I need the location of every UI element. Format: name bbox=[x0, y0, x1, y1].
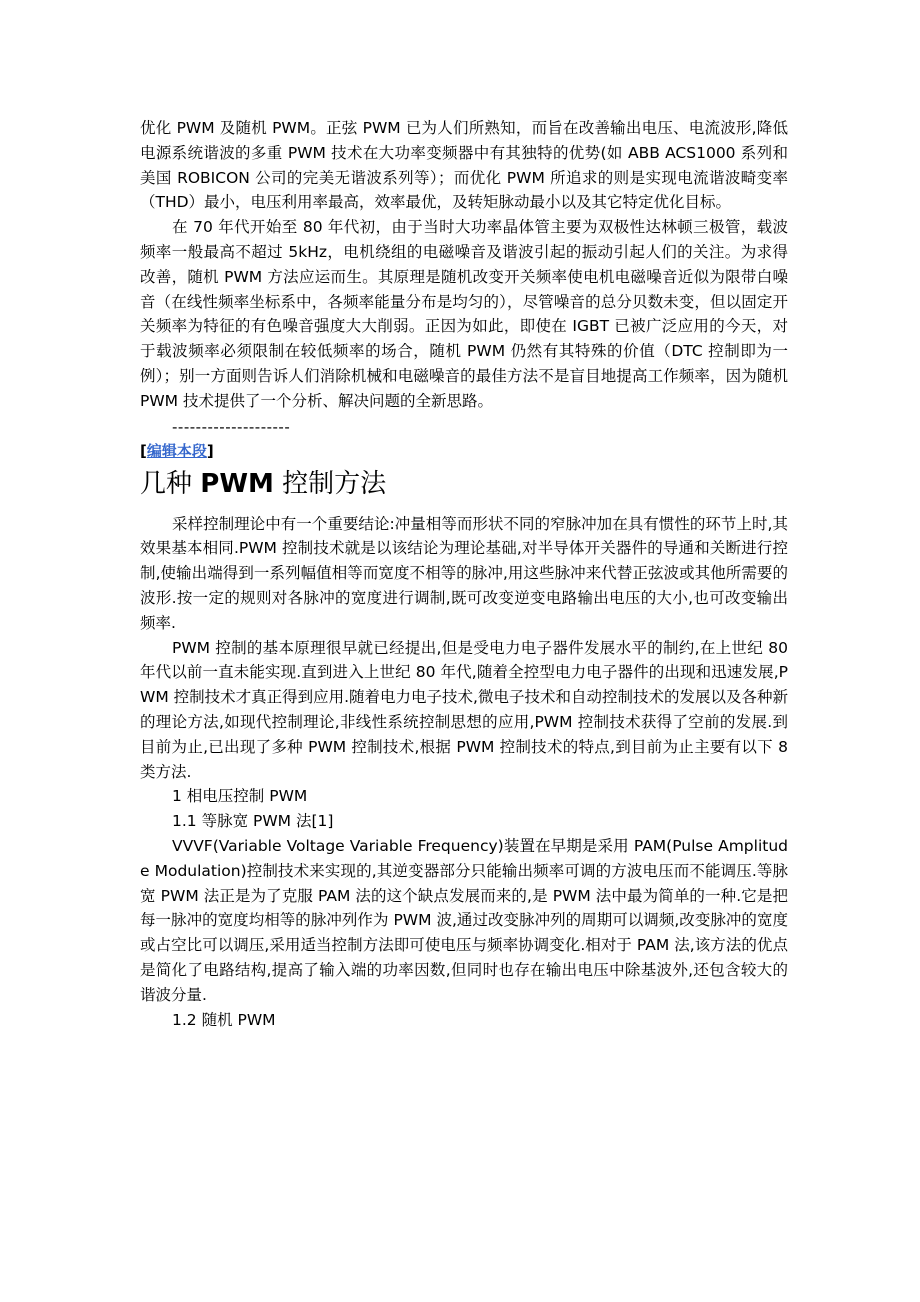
paragraph-sampling-theory: 采样控制理论中有一个重要结论:冲量相等而形状不同的窄脉冲加在具有惯性的环节上时,其效果基本相同.PWM 控制技术就是以该结论为理论基础,对半导体开关器件的导通和关断进行控制,使输出端得到一系列幅值相等而宽度不相等的脉冲,用这些脉冲来代替正弦波或其他所需要的波形.按一定的规则对各脉冲的宽度进行调制,既可改变逆变电路输出电压的大小,也可改变输出频率. bbox=[140, 514, 788, 632]
edit-bracket-close: ] bbox=[206, 441, 214, 460]
subsection-equal-pulse-width: 1.1 等脉宽 PWM 法[1] bbox=[172, 812, 334, 831]
subsection-random-pwm: 1.2 随机 PWM bbox=[172, 1010, 276, 1029]
paragraph-pwm-principle: PWM 控制的基本原理很早就已经提出,但是受电力电子器件发展水平的制约,在上世纪 80 年代以前一直未能实现.直到进入上世纪 80 年代,随着全控型电力电子器件的出现和迅速发展,PWM 控制技术才真正得到应用.随着电力电子技术,微电子技术和自动控制技术的发展以及各种新的理论方法,如现代控制理论,非线性系统控制思想的应用,PWM 控制技术获得了空前的发展.到目前为止,已出现了多种 PWM 控制技术,根据 PWM 控制技术的特点,到目前为止主要有以下 8 类方法. bbox=[140, 638, 788, 781]
paragraph-optimized-pwm: 优化 PWM 及随机 PWM。正弦 PWM 已为人们所熟知，而旨在改善输出电压、电流波形,降低电源系统谐波的多重 PWM 技术在大功率变频器中有其独特的优势(如 ABB ACS1000 系列和美国 ROBICON 公司的完美无谐波系列等）；而优化 PWM 所追求的则是实现电流谐波畸变率（THD）最小，电压利用率最高，效率最优，及转矩脉动最小以及其它特定优化目标。 bbox=[140, 119, 788, 212]
edit-section-line bbox=[140, 440, 788, 462]
document-page bbox=[140, 116, 788, 1032]
section-divider: -------------------- bbox=[172, 417, 291, 436]
edit-section-link[interactable]: 编辑本段 bbox=[146, 441, 207, 460]
heading-pwm: PWM bbox=[200, 468, 274, 499]
paragraph-equal-pulse-width: VVVF(Variable Voltage Variable Frequency)装置在早期是采用 PAM(Pulse Amplitude Modulation)控制技术来实现的,其逆变器部分只能输出频率可调的方波电压而不能调压.等脉宽 PWM 法正是为了克服 PAM 法的这个缺点发展而来的,是 PWM 法中最为简单的一种.它是把每一脉冲的宽度均相等的脉冲列作为 PWM 波,通过改变脉冲列的周期可以调频,改变脉冲的宽度或占空比可以调压,采用适当控制方法即可使电压与频率协调变化.相对于 PAM 法,该方法的优点是简化了电路结构,提高了输入端的功率因数,但同时也存在输出电压中除基波外,还包含较大的谐波分量. bbox=[140, 836, 788, 1004]
heading-prefix: 几种 bbox=[140, 468, 201, 499]
subsection-phase-voltage: 1 相电压控制 PWM bbox=[172, 787, 308, 806]
heading-suffix: 控制方法 bbox=[273, 468, 387, 499]
paragraph-random-pwm-history: 在 70 年代开始至 80 年代初，由于当时大功率晶体管主要为双极性达林顿三极管，载波频率一般最高不超过 5kHz，电机绕组的电磁噪音及谐波引起的振动引起人们的关注。为求得改善，随机 PWM 方法应运而生。其原理是随机改变开关频率使电机电磁噪音近似为限带白噪音（在线性频率坐标系中，各频率能量分布是均匀的），尽管噪音的总分贝数未变，但以固定开关频率为特征的有色噪音强度大大削弱。正因为如此，即使在 IGBT 已被广泛应用的今天，对于载波频率必须限制在较低频率的场合，随机 PWM 仍然有其特殊的价值（DTC 控制即为一例）；别一方面则告诉人们消除机械和电磁噪音的最佳方法不是盲目地提高工作频率，因为随机 PWM 技术提供了一个分析、解决问题的全新思路。 bbox=[140, 218, 788, 410]
section-heading bbox=[140, 466, 788, 502]
edit-bracket-open: [ bbox=[140, 441, 147, 460]
